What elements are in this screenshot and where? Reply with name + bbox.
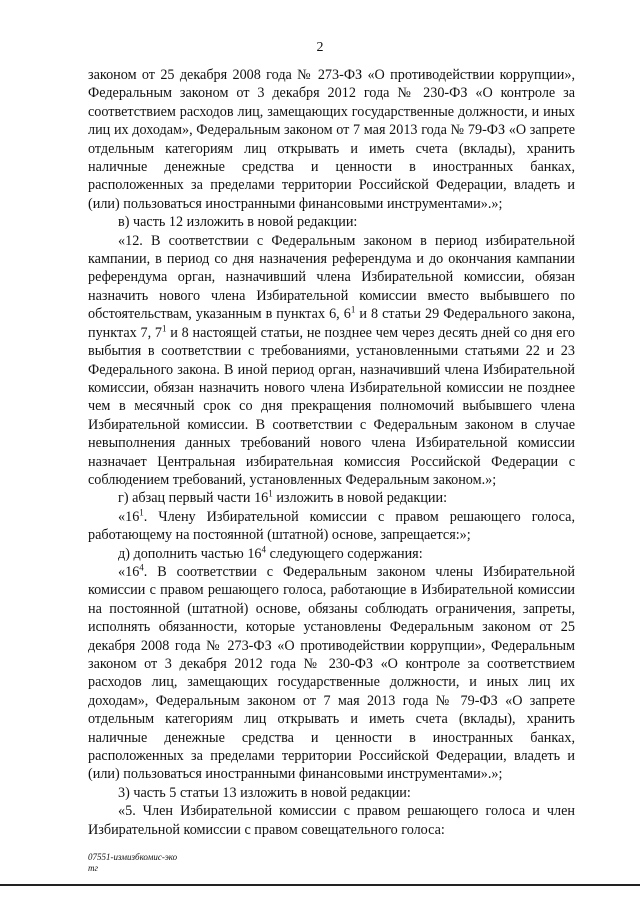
document-footer-code (88, 852, 177, 874)
paragraph-text: и 8 настоящей статьи, не позднее чем через десять дней со дня его выбытия в соответствии с требованиями, установленными статьями 22 и 23 Федерального закона. В иной период орган, назначивший члена Избирательной комиссии, обязан назначить нового члена Избирательной комиссии не позднее чем в месячный срок со дня прекращения полномочий выбывшего члена Избирательной комиссии. В соответствии с Федеральным законом в случае невыполнения данных требований нового члена Избирательной комиссии назначает Центральная избирательная комиссия Российской Федерации с соблюдением требований, установленных Федеральным законом.»; (88, 324, 575, 488)
footer-initials: тг (88, 863, 99, 873)
paragraph-text: «12. В соответствии с Федеральным законом в период избирательной кампании, в период со дня назначения референдума и до окончания кампании референдума орган, назначивший члена Избирательной комиссии, обязан назначить нового члена Избирательной комиссии вместо выбывшего по обстоятельствам, указанным в пунктах 6, 6 (88, 232, 575, 323)
paragraph (88, 545, 575, 563)
paragraph (88, 213, 575, 231)
superscript-index: 1 (350, 304, 356, 315)
document-body (88, 66, 575, 839)
paragraph-text: г) абзац первый части 16 (118, 490, 269, 507)
page-number: 2 (316, 40, 324, 55)
paragraph-text: «16 (118, 563, 140, 580)
paragraph-text: 3) часть 5 статьи 13 изложить в новой редакции: (118, 784, 411, 801)
paragraph-text: «16 (118, 508, 140, 525)
superscript-index: 1 (268, 488, 273, 499)
paragraph-text: законом от 25 декабря 2008 года № 273-ФЗ «О противодействии коррупции», Федеральным законом от 3 декабря 2012 года № 230-ФЗ «О контроле за соответствием расходов лиц, замещающих государственные должности, и иных лиц их доходам», Федеральным законом от 7 мая 2013 года № 79-ФЗ «О запрете отдельным категориям лиц открывать и иметь счета (вклады), хранить наличные денежные средства и ценности в иностранных банках, расположенных за пределами территории Российской Федерации, владеть и (или) пользоваться иностранными финансовыми инструментами».»; (88, 67, 575, 212)
paragraph (88, 784, 575, 802)
paragraph-text: следующего содержания: (266, 545, 423, 562)
superscript-index: 4 (139, 562, 144, 573)
superscript-index: 1 (162, 322, 167, 333)
paragraph (88, 489, 575, 507)
superscript-index: 1 (139, 507, 144, 518)
paragraph (88, 232, 575, 490)
page-bottom-rule (0, 884, 640, 886)
paragraph (88, 508, 575, 545)
superscript-index: 4 (261, 543, 267, 554)
paragraph (88, 802, 575, 839)
paragraph-text: . Члену Избирательной комиссии с правом решающего голоса, работающему на постоянной (штатной) основе, запрещается:»; (88, 508, 575, 544)
paragraph-text: «5. Член Избирательной комиссии с правом решающего голоса и член Избирательной комиссии с правом совещательного голоса: (88, 803, 575, 838)
paragraph (88, 563, 575, 784)
footer-file-code: 07551-измизбкомис-эко (88, 852, 178, 862)
paragraph-text: д) дополнить частью 16 (118, 545, 262, 562)
paragraph-text: в) часть 12 изложить в новой редакции: (118, 214, 358, 231)
paragraph (88, 66, 575, 213)
paragraph-text: изложить в новой редакции: (272, 490, 448, 507)
paragraph-text: и 8 статьи 29 Федерального закона, пунктах 7, 7 (88, 306, 575, 341)
paragraph-text: . В соответствии с Федеральным законом члены Избирательной комиссии с правом решающего голоса, работающие в Избирательной комиссии на постоянной (штатной) основе, обязаны соблюдать ограничения, запреты, исполнять обязанности, которые установлены Федеральным законом от 25 декабря 2008 года № 273-ФЗ «О противодействии коррупции», Федеральным законом от 3 декабря 2012 года № 230-ФЗ «О контроле за соответствием расходов лиц, замещающих государственные должности, и иных лиц их доходам», Федеральным законом от 7 мая 2013 года № 79-ФЗ «О запрете отдельным категориям лиц открывать и иметь счета (вклады), хранить наличные денежные средства и ценности в иностранных банках, расположенных за пределами территории Российской Федерации, владеть и (или) пользоваться иностранными финансовыми инструментами».»; (88, 563, 575, 783)
